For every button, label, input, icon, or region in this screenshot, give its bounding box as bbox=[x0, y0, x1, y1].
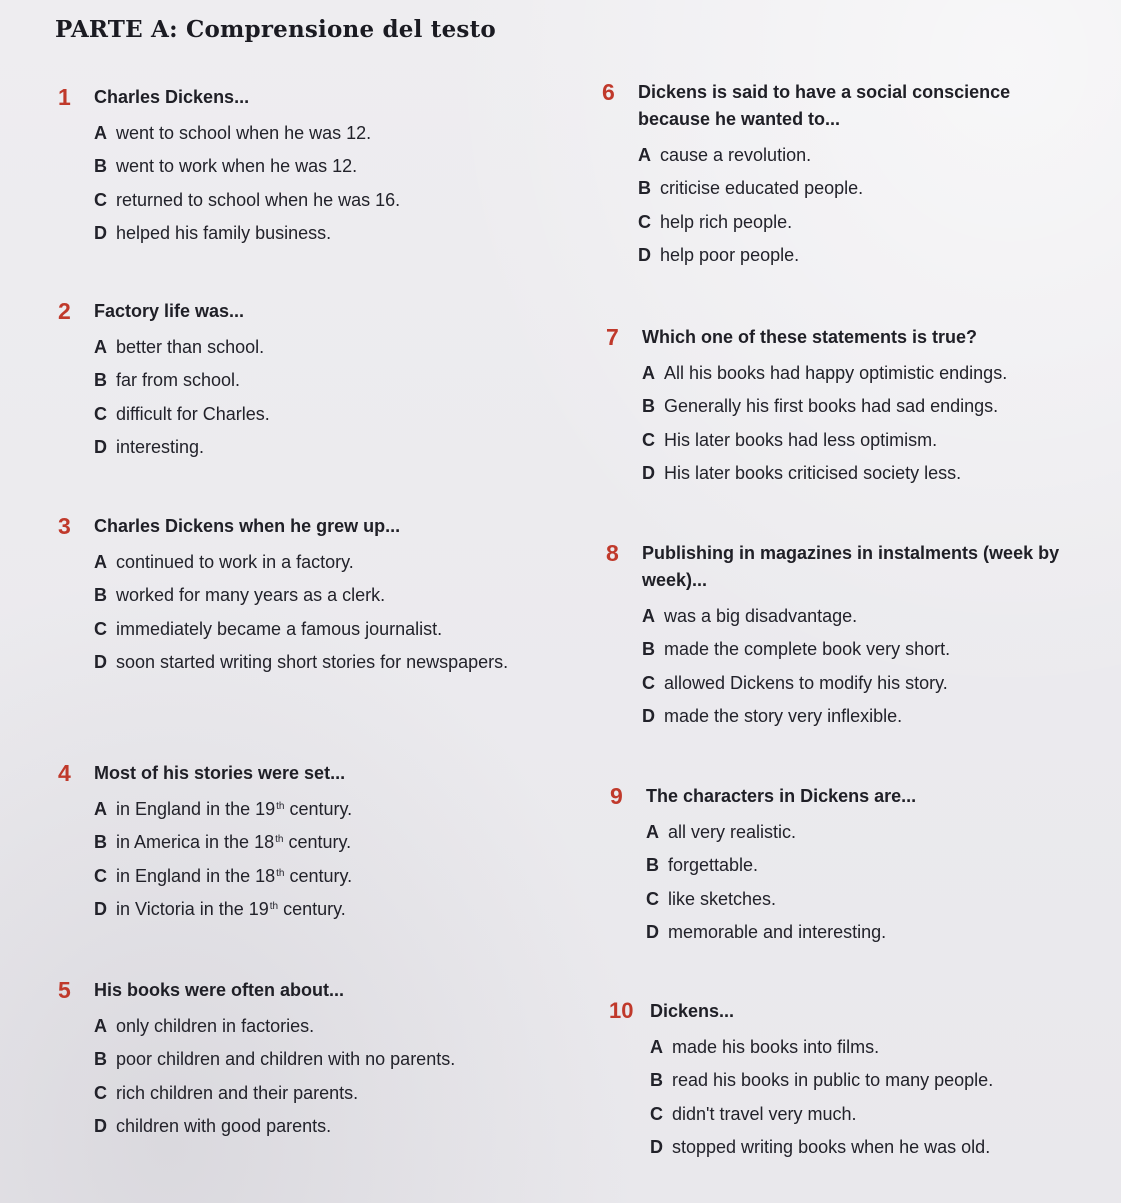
option-letter: D bbox=[94, 223, 107, 243]
answer-option bbox=[606, 637, 1086, 661]
answer-option bbox=[614, 1035, 1074, 1059]
answer-option bbox=[610, 853, 1070, 877]
option-letter: C bbox=[650, 1103, 663, 1124]
option-letter: A bbox=[94, 551, 107, 572]
ordinal-suffix: th bbox=[276, 867, 285, 879]
option-text: made his books into films. bbox=[672, 1036, 880, 1057]
question-stem bbox=[602, 79, 1072, 133]
option-text-end: century. bbox=[284, 798, 353, 819]
option-text: didn't travel very much. bbox=[672, 1103, 857, 1124]
option-letter: B bbox=[94, 585, 107, 605]
option-letter: C bbox=[94, 403, 107, 424]
page-title: PARTE A: Comprensione del testo bbox=[55, 16, 496, 43]
option-letter: D bbox=[642, 706, 655, 726]
answer-option bbox=[58, 1081, 518, 1105]
option-letter: B bbox=[94, 832, 107, 852]
question-number: 6 bbox=[602, 79, 615, 105]
option-letter: D bbox=[642, 463, 655, 483]
option-text: children with good parents. bbox=[116, 1116, 332, 1136]
option-text: allowed Dickens to modify his story. bbox=[664, 672, 948, 693]
option-letter: B bbox=[646, 855, 659, 875]
option-letter: A bbox=[94, 336, 107, 357]
question-text: The characters in Dickens are... bbox=[646, 786, 917, 806]
option-letter: B bbox=[94, 370, 107, 390]
option-text: help poor people. bbox=[660, 245, 800, 265]
option-letter: D bbox=[94, 899, 107, 919]
option-text: only children in factories. bbox=[116, 1015, 315, 1036]
answer-option bbox=[610, 820, 1070, 844]
answer-options bbox=[610, 820, 1070, 945]
answer-option bbox=[58, 1047, 518, 1071]
question-stem bbox=[58, 84, 518, 111]
question-6 bbox=[602, 79, 1072, 267]
option-text: worked for many years as a clerk. bbox=[116, 585, 386, 605]
question-number: 7 bbox=[606, 324, 619, 350]
option-letter: C bbox=[94, 189, 107, 210]
answer-option bbox=[606, 461, 1066, 485]
option-text: made the complete book very short. bbox=[664, 639, 951, 659]
question-8 bbox=[606, 540, 1086, 728]
option-text: in Victoria in the 19 bbox=[116, 899, 269, 919]
option-text: made the story very inflexible. bbox=[664, 706, 903, 726]
option-text: like sketches. bbox=[668, 888, 777, 909]
question-number: 5 bbox=[58, 977, 71, 1003]
answer-option bbox=[58, 221, 518, 245]
option-letter: D bbox=[638, 245, 651, 265]
question-stem bbox=[58, 977, 518, 1004]
option-text: difficult for Charles. bbox=[116, 403, 270, 424]
option-letter: D bbox=[646, 922, 659, 942]
question-text: Charles Dickens when he grew up... bbox=[94, 516, 401, 536]
option-letter: A bbox=[642, 362, 655, 383]
question-stem bbox=[606, 540, 1086, 594]
option-text: in England in the 19 bbox=[116, 798, 276, 819]
option-letter: A bbox=[650, 1036, 663, 1057]
answer-option bbox=[606, 394, 1066, 418]
option-text: helped his family business. bbox=[116, 223, 332, 243]
option-text: memorable and interesting. bbox=[668, 922, 887, 942]
option-letter: D bbox=[94, 652, 107, 672]
answer-option bbox=[58, 1014, 518, 1038]
option-text: soon started writing short stories for newspapers. bbox=[116, 652, 509, 672]
question-stem bbox=[610, 783, 1070, 810]
question-number: 3 bbox=[58, 513, 71, 539]
question-number: 10 bbox=[609, 998, 634, 1023]
answer-options bbox=[58, 797, 518, 922]
question-text: Most of his stories were set... bbox=[94, 763, 346, 783]
option-text-end: century. bbox=[278, 899, 346, 919]
answer-option bbox=[58, 864, 518, 888]
ordinal-suffix: th bbox=[269, 901, 279, 912]
option-text: was a big disadvantage. bbox=[664, 605, 858, 626]
question-number: 1 bbox=[58, 84, 71, 110]
answer-options bbox=[606, 604, 1086, 729]
option-letter: C bbox=[642, 429, 655, 450]
answer-option bbox=[58, 830, 518, 854]
option-text: in England in the 18 bbox=[116, 865, 276, 886]
option-text-end: century. bbox=[284, 865, 353, 886]
question-stem bbox=[58, 513, 518, 540]
question-4 bbox=[58, 760, 518, 921]
option-text: His later books criticised society less. bbox=[664, 463, 962, 483]
answer-option bbox=[606, 361, 1066, 385]
option-text: Generally his first books had sad endings. bbox=[664, 396, 999, 416]
ordinal-suffix: th bbox=[276, 800, 285, 812]
answer-option bbox=[58, 650, 518, 674]
answer-option bbox=[58, 121, 518, 145]
answer-option bbox=[58, 188, 518, 212]
question-9 bbox=[610, 783, 1070, 944]
answer-option bbox=[606, 428, 1066, 452]
answer-option bbox=[614, 1068, 1074, 1092]
question-text: Publishing in magazines in instalments (week by week)... bbox=[642, 543, 1060, 590]
option-letter: A bbox=[646, 821, 659, 842]
question-text: Charles Dickens... bbox=[94, 87, 250, 107]
answer-options bbox=[614, 1035, 1074, 1160]
answer-option bbox=[58, 368, 518, 392]
answer-option bbox=[614, 1102, 1074, 1126]
option-text: criticise educated people. bbox=[660, 178, 864, 198]
option-text: poor children and children with no parents. bbox=[116, 1049, 456, 1069]
answer-option bbox=[610, 887, 1070, 911]
question-3 bbox=[58, 513, 518, 674]
option-letter: B bbox=[650, 1070, 663, 1090]
option-letter: A bbox=[638, 144, 651, 165]
answer-option bbox=[58, 335, 518, 359]
option-letter: A bbox=[94, 1015, 107, 1036]
answer-option bbox=[606, 704, 1086, 728]
question-stem bbox=[606, 324, 1066, 351]
answer-options bbox=[58, 1014, 518, 1139]
answer-option bbox=[58, 583, 518, 607]
option-letter: A bbox=[94, 122, 107, 143]
option-letter: B bbox=[94, 156, 107, 176]
question-stem bbox=[609, 998, 1074, 1025]
question-number: 9 bbox=[610, 783, 623, 809]
option-text: in America in the 18 bbox=[116, 832, 275, 852]
option-text: rich children and their parents. bbox=[116, 1082, 359, 1103]
option-letter: D bbox=[650, 1137, 663, 1157]
option-letter: C bbox=[638, 211, 651, 232]
question-stem bbox=[58, 298, 518, 325]
answer-option bbox=[58, 897, 518, 921]
option-text-end: century. bbox=[283, 832, 352, 852]
answer-option bbox=[610, 920, 1070, 944]
option-text: immediately became a famous journalist. bbox=[116, 618, 443, 639]
option-letter: C bbox=[94, 618, 107, 639]
option-letter: C bbox=[646, 888, 659, 909]
option-text: stopped writing books when he was old. bbox=[672, 1137, 991, 1157]
question-text: Which one of these statements is true? bbox=[642, 327, 978, 347]
option-text: all very realistic. bbox=[668, 821, 797, 842]
option-letter: B bbox=[638, 178, 651, 198]
question-10 bbox=[609, 998, 1074, 1159]
answer-option bbox=[58, 154, 518, 178]
option-letter: C bbox=[642, 672, 655, 693]
option-letter: A bbox=[642, 605, 655, 626]
option-letter: B bbox=[642, 639, 655, 659]
option-text: help rich people. bbox=[660, 211, 793, 232]
option-text: forgettable. bbox=[668, 855, 759, 875]
option-text: far from school. bbox=[116, 370, 241, 390]
answer-option bbox=[58, 435, 518, 459]
question-2 bbox=[58, 298, 518, 459]
answer-options bbox=[606, 361, 1066, 486]
answer-option bbox=[602, 243, 1072, 267]
question-7 bbox=[606, 324, 1066, 485]
question-number: 4 bbox=[58, 760, 71, 786]
question-1 bbox=[58, 84, 518, 245]
answer-option bbox=[58, 1114, 518, 1138]
question-stem bbox=[58, 760, 518, 787]
option-letter: B bbox=[94, 1049, 107, 1069]
option-text: cause a revolution. bbox=[660, 144, 812, 165]
option-text: went to school when he was 12. bbox=[116, 122, 372, 143]
option-text: interesting. bbox=[116, 437, 205, 457]
answer-option bbox=[602, 176, 1072, 200]
question-text: Dickens... bbox=[650, 1001, 735, 1021]
option-letter: D bbox=[94, 1116, 107, 1136]
answer-option bbox=[614, 1135, 1074, 1159]
answer-option bbox=[58, 550, 518, 574]
answer-option bbox=[58, 797, 518, 821]
answer-options bbox=[602, 143, 1072, 268]
option-letter: A bbox=[94, 798, 107, 819]
answer-options bbox=[58, 121, 518, 246]
question-number: 2 bbox=[58, 298, 71, 324]
answer-option bbox=[58, 402, 518, 426]
option-text: continued to work in a factory. bbox=[116, 551, 354, 572]
option-text: His later books had less optimism. bbox=[664, 429, 938, 450]
question-text: Dickens is said to have a social conscience because he wanted to... bbox=[638, 82, 1011, 129]
answer-option bbox=[602, 210, 1072, 234]
option-letter: D bbox=[94, 437, 107, 457]
option-letter: C bbox=[94, 1082, 107, 1103]
answer-option bbox=[606, 671, 1086, 695]
option-text: All his books had happy optimistic endings. bbox=[664, 362, 1008, 383]
option-text: better than school. bbox=[116, 336, 265, 357]
answer-option bbox=[58, 617, 518, 641]
option-letter: C bbox=[94, 865, 107, 886]
ordinal-suffix: th bbox=[275, 834, 284, 845]
option-text: returned to school when he was 16. bbox=[116, 189, 401, 210]
question-text: His books were often about... bbox=[94, 980, 345, 1000]
answer-options bbox=[58, 335, 518, 460]
answer-options bbox=[58, 550, 518, 675]
option-text: read his books in public to many people. bbox=[672, 1070, 994, 1090]
option-letter: B bbox=[642, 396, 655, 416]
answer-option bbox=[606, 604, 1086, 628]
answer-option bbox=[602, 143, 1072, 167]
option-text: went to work when he was 12. bbox=[116, 156, 358, 176]
question-number: 8 bbox=[606, 540, 619, 566]
question-text: Factory life was... bbox=[94, 301, 245, 321]
question-5 bbox=[58, 977, 518, 1138]
